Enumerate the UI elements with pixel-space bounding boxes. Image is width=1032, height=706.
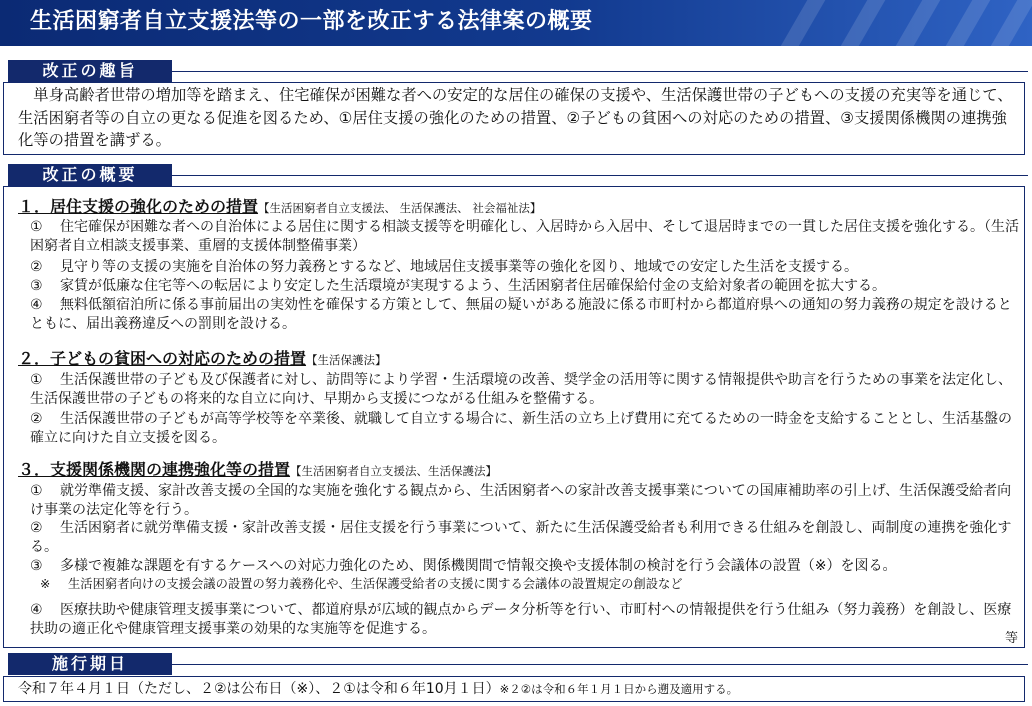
list-item: ② 見守り等の支援の実施を自治体の努力義務とするなど、地域居住支援事業等の強化を図り、地域での安定した生活を支援する。 [30,259,858,275]
etc-mark: 等 [1004,631,1018,646]
list-item: ③ 多様で複雑な課題を有するケースへの対応力強化のため、関係機関間で情報交換や支援体制の検討を行う会議体の設置（※）を図る。 [30,558,897,574]
list-item: ③ 家賃が低廉な住宅等への転居により安定した生活環境が実現するよう、生活困窮者住居確保給付金の支給対象者の範囲を拡大する。 [30,278,886,294]
footnote: ※ 生活困窮者向けの支援会議の設置の努力義務化や、生活保護受給者の支援に関する会議体の設置規定の創設など [40,577,683,591]
list-item: ① 就労準備支援、家計改善支援の全国的な実施を強化する観点から、生活困窮者への家計改善支援事業についての国庫補助率の引上げ、生活保護受給者向け事業の法定化等を行う。 [30,483,1012,518]
section-laws-2: 【生活保護法】 [306,353,387,367]
list-item: ① 生活保護世帯の子ども及び保護者に対し、訪問等により学習・生活環境の改善、奨学金の活用等に関する情報提供や助言を行うための事業を法定化し、生活保護世帯の子どもの将来的な自立に向け、早期から支援につながる仕組みを整備する。 [30,372,1012,407]
title-bar [0,0,1032,46]
purpose-text: 単身高齢者世帯の増加等を踏まえ、住宅確保が困難な者への安定的な居住の確保の支援や、生活保護世帯の子どもへの支援の充実等を通じて、生活困窮者等の自立の更なる促進を図るため、①居住支援の強化のための措置、②子どもの貧困への対応のための措置、③支援関係機関の連携強化等の措置を講ずる。 [18,86,1013,149]
section-heading-2: ２．子どもの貧困への対応のための措置【生活保護法】 [18,349,387,368]
effective-label: 施行期日 [8,653,172,675]
purpose-divider [172,71,1028,72]
list-item: ① 住宅確保が困難な者への自治体による居住に関する相談支援等を明確化し、入居時から入居中、そして退居時までの一貫した居住支援を強化する。（生活困窮者自立相談支援事業、重層的支援体制整備事業） [30,219,1019,254]
overview-label: 改正の概要 [8,164,172,186]
list-item: ② 生活保護世帯の子どもが高等学校等を卒業後、就職して自立する場合に、新生活の立ち上げ費用に充てるための一時金を支給することとし、生活基盤の確立に向けた自立支援を図る。 [30,411,1012,446]
page-title: 生活困窮者自立支援法等の一部を改正する法律案の概要 [30,9,593,34]
overview-divider [172,175,1028,176]
section-laws-3: 【生活困窮者自立支援法、生活保護法】 [290,464,498,478]
section-heading-3: ３．支援関係機関の連携強化等の措置【生活困窮者自立支援法、生活保護法】 [18,460,498,479]
purpose-label: 改正の趣旨 [8,60,172,82]
list-item: ④ 無料低額宿泊所に係る事前届出の実効性を確保する方策として、無届の疑いがある施設に係る市町村から都道府県への通知の努力義務の規定を設けるとともに、届出義務違反への罰則を設ける。 [30,297,1012,332]
effective-divider [172,664,1028,665]
effective-note: ※２②は令和６年１月１日から遡及適用する。 [499,682,739,696]
effective-text: 令和７年４月１日（ただし、２②は公布日（※）、２①は令和６年10月１日）※２②は令和６年１月１日から遡及適用する。 [18,681,739,697]
list-item: ④ 医療扶助や健康管理支援事業について、都道府県が広域的観点からデータ分析等を行い、市町村への情報提供を行う仕組み（努力義務）を創設し、医療扶助の適正化や健康管理支援事業の効果的な実施等を促進する。 [30,602,1012,637]
section-laws-1: 【生活困窮者自立支援法、 生活保護法、 社会福祉法】 [258,201,542,215]
section-heading-1: １．居住支援の強化のための措置【生活困窮者自立支援法、 生活保護法、 社会福祉法】 [18,197,542,216]
list-item: ② 生活困窮者に就労準備支援・家計改善支援・居住支援を行う事業について、新たに生活保護受給者も利用できる仕組みを創設し、両制度の連携を強化する。 [30,520,1012,555]
